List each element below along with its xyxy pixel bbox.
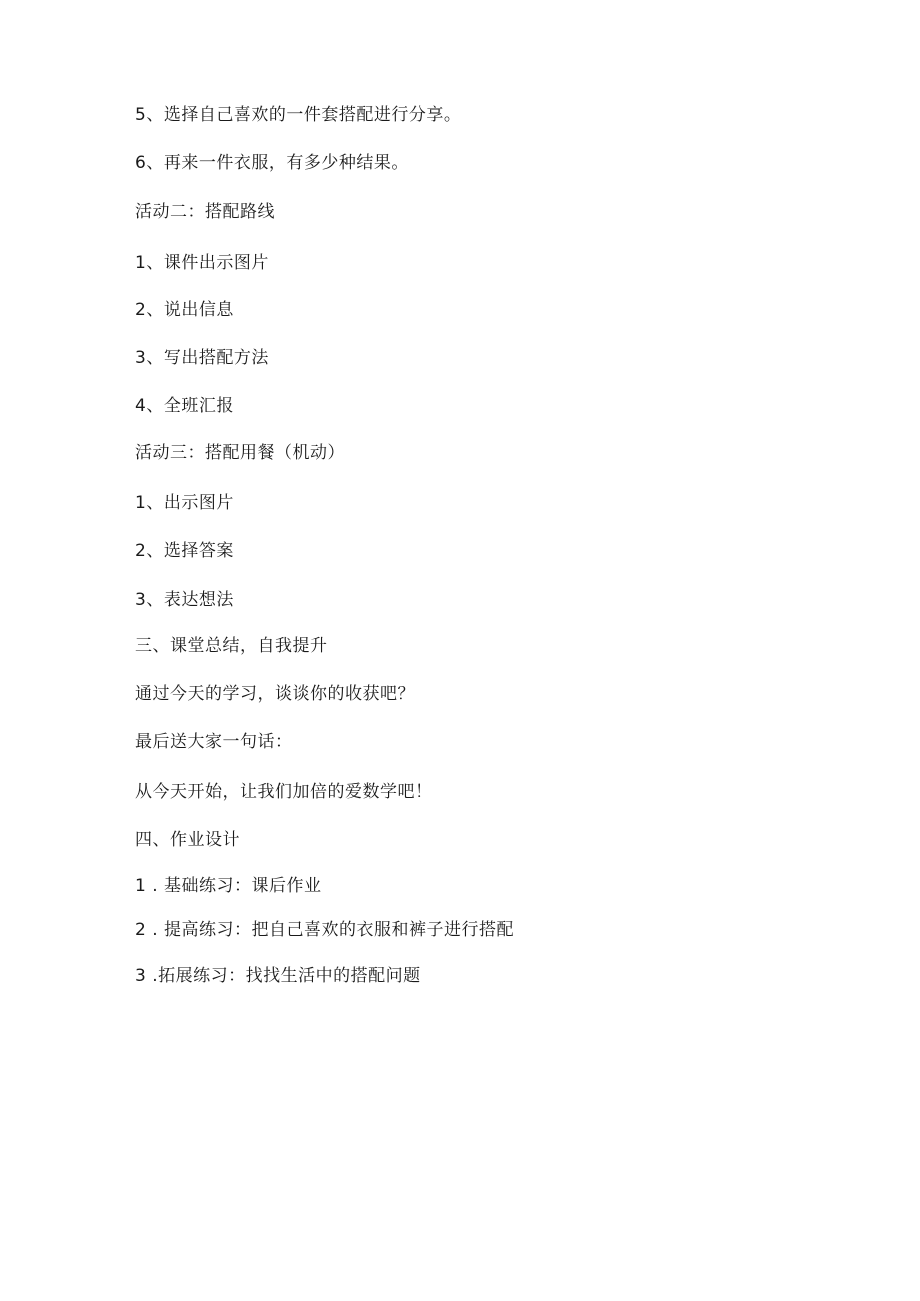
heading-section-3: 三、课堂总结，自我提升 [135,636,328,656]
text-line-homework-1: 1 . 基础练习：课后作业 [135,876,322,896]
heading-section-4: 四、作业设计 [135,830,240,850]
heading-activity-3: 活动三：搭配用餐（机动） [135,443,345,463]
text-line-activity3-item-2: 2、选择答案 [135,541,234,561]
text-line-summary-question: 通过今天的学习，谈谈你的收获吧？ [135,684,415,704]
text-line-activity3-item-1: 1、出示图片 [135,493,234,513]
text-line-closing-quote: 从今天开始，让我们加倍的爱数学吧！ [135,782,433,802]
text-line-homework-2: 2 . 提高练习：把自己喜欢的衣服和裤子进行搭配 [135,920,515,940]
text-line-closing-intro: 最后送大家一句话： [135,732,293,752]
text-line-activity2-item-4: 4、全班汇报 [135,396,234,416]
text-line-activity2-item-1: 1、课件出示图片 [135,253,269,273]
heading-activity-2: 活动二：搭配路线 [135,202,275,222]
text-line-step-5: 5、选择自己喜欢的一件套搭配进行分享。 [135,105,462,125]
text-line-activity3-item-3: 3、表达想法 [135,590,234,610]
text-line-step-6: 6、再来一件衣服，有多少种结果。 [135,153,409,173]
text-line-activity2-item-2: 2、说出信息 [135,300,234,320]
text-line-activity2-item-3: 3、写出搭配方法 [135,348,269,368]
text-line-homework-3: 3 .拓展练习：找找生活中的搭配问题 [135,966,421,986]
